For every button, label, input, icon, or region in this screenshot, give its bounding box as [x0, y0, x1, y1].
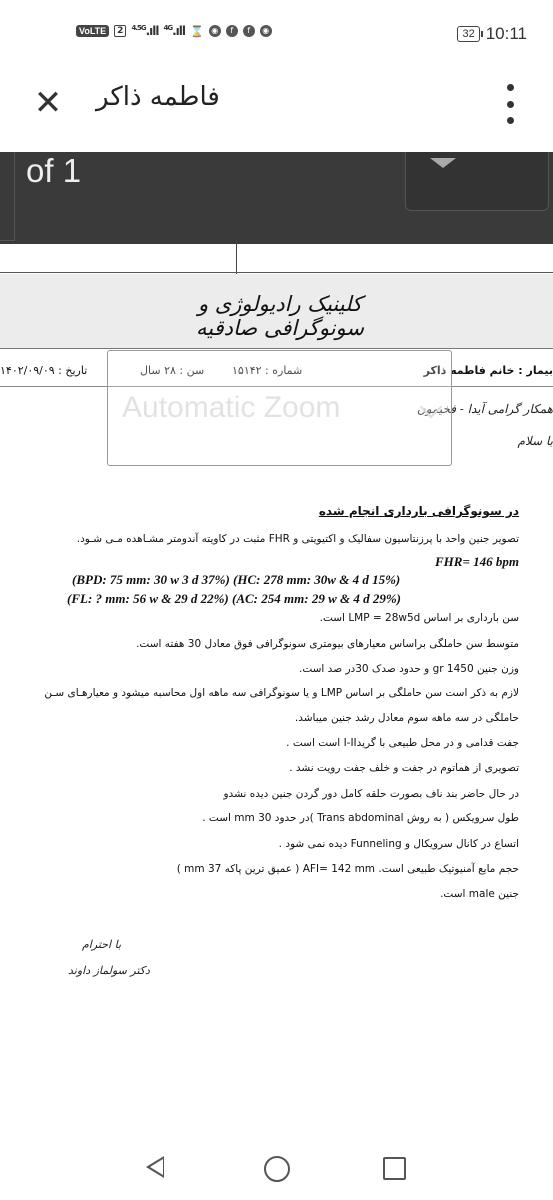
chat-title: فاطمه ذاکر: [96, 82, 220, 112]
back-icon[interactable]: [146, 1156, 164, 1178]
app-bar: [0, 68, 553, 140]
report-note-2: حاملگی در سه ماهه سوم معادل رشد جنین میباشد.: [294, 712, 519, 724]
report-fhr: FHR= 146 bpm: [435, 554, 519, 569]
report-weight: وزن جنین 1450 gr و حدود صدک 30در صد است.: [298, 663, 519, 675]
report-cervix: طول سرویکس ( به روش Trans abdominal )در حدود 30 mm است .: [202, 812, 519, 824]
report-placenta: جفت قدامی و در محل طبیعی با گریدI-II است است .: [286, 737, 519, 749]
greeting-salam: با سلام: [517, 434, 553, 448]
sim-badge: 2: [114, 25, 126, 37]
report-number: شماره : ۱۵۱۴۲: [232, 364, 303, 377]
report-cord: در حال حاضر بند ناف بصورت حلقه کامل دور گردن جنین دیده نشدو: [223, 788, 519, 800]
report-sex: جنین male است.: [440, 888, 519, 900]
volte-badge: VoLTE: [76, 25, 109, 37]
home-icon[interactable]: [264, 1156, 290, 1182]
patient-age: سن : ۲۸ سال: [140, 364, 205, 377]
signature-regards: با احترام: [82, 938, 122, 951]
zoom-label: Automatic Zoom: [122, 391, 341, 424]
page-count: of 1: [26, 152, 82, 189]
hourglass-icon: ⌛: [190, 24, 204, 38]
report-note-1: لازم به ذکر است سن حاملگی بر اساس LMP و یا سونوگرافی سه ماهه اول محاسبه میشود و معیارهـای سـن: [44, 687, 519, 699]
report-date: تاریخ : ۱۴۰۲/۰۹/۰۹: [0, 364, 88, 377]
clock: 10:11: [485, 24, 527, 43]
close-icon[interactable]: ✕: [33, 83, 63, 123]
clinic-name: کلینیک رادیولوژی و سونوگرافی صادقیه: [196, 292, 364, 340]
more-vert-icon[interactable]: [503, 84, 517, 124]
report-hematoma: تصویری از هماتوم در جفت و خلف جفت رویت نشد .: [289, 762, 519, 774]
zoom-select[interactable]: [107, 350, 452, 466]
chevron-down-icon: [420, 396, 443, 419]
report-heading: در سونوگرافی بارداری انجام شده: [318, 504, 519, 518]
report-biometry-1: (BPD: 75 mm: 30 w 3 d 37%) (HC: 278 mm: 30w & 4 d 15%): [72, 572, 401, 587]
download-icon: [430, 158, 456, 168]
report-line-1: تصویر جنین واحد با پرزنتاسیون سفالیک و اکتیویتی و FHR مثبت در کاویته آندومتر مشـاهده مـی شـود.: [76, 533, 519, 545]
patient-name: بیمار : خانم فاطمه ذاکر: [423, 364, 553, 377]
pdf-viewer[interactable]: [0, 140, 553, 1150]
greeting-colleague: همکار گرامی آیدا - فخیمون: [416, 402, 553, 416]
report-biometry-2: (FL: ? mm: 56 w & 29 d 22%) (AC: 254 mm: 29 w & 4 d 29%): [67, 591, 402, 606]
signal-1-icon: $^{4.5G}$.ıll: [131, 24, 159, 38]
report-funneling: اتساع در کانال سرویکال و Funneling دیده نمی شود .: [278, 838, 519, 850]
status-icons-left: [76, 24, 272, 38]
download-button[interactable]: [405, 152, 549, 211]
chrome-icon: ◉: [209, 25, 221, 37]
toolbar-left-button[interactable]: [0, 152, 15, 241]
report-afi: حجم مایع آمنیوتیک طبیعی است. AFI= 142 mm ( عمیق ترین پاکه 37 mm ): [176, 863, 519, 875]
chrome-icon-2: ◉: [260, 25, 272, 37]
status-icons-right: [457, 24, 527, 44]
facebook-icon: f: [226, 25, 238, 37]
system-nav-bar: [0, 1130, 553, 1200]
recents-icon[interactable]: [383, 1157, 406, 1180]
pdf-toolbar: [0, 152, 553, 244]
signal-2-icon: $^{4G}$.ıll: [163, 24, 186, 38]
report-lmp: سن بارداری بر اساس LMP = 28w5d است.: [319, 612, 519, 624]
signature-doctor: دکتر سولماز داوند: [68, 964, 150, 977]
report-average-age: متوسط سن حاملگی براساس معیارهای بیومتری سونوگرافی فوق معادل 30 هفته است.: [136, 638, 519, 650]
facebook-icon-2: f: [243, 25, 255, 37]
battery-icon: 32: [457, 26, 479, 42]
status-bar: [0, 0, 553, 68]
